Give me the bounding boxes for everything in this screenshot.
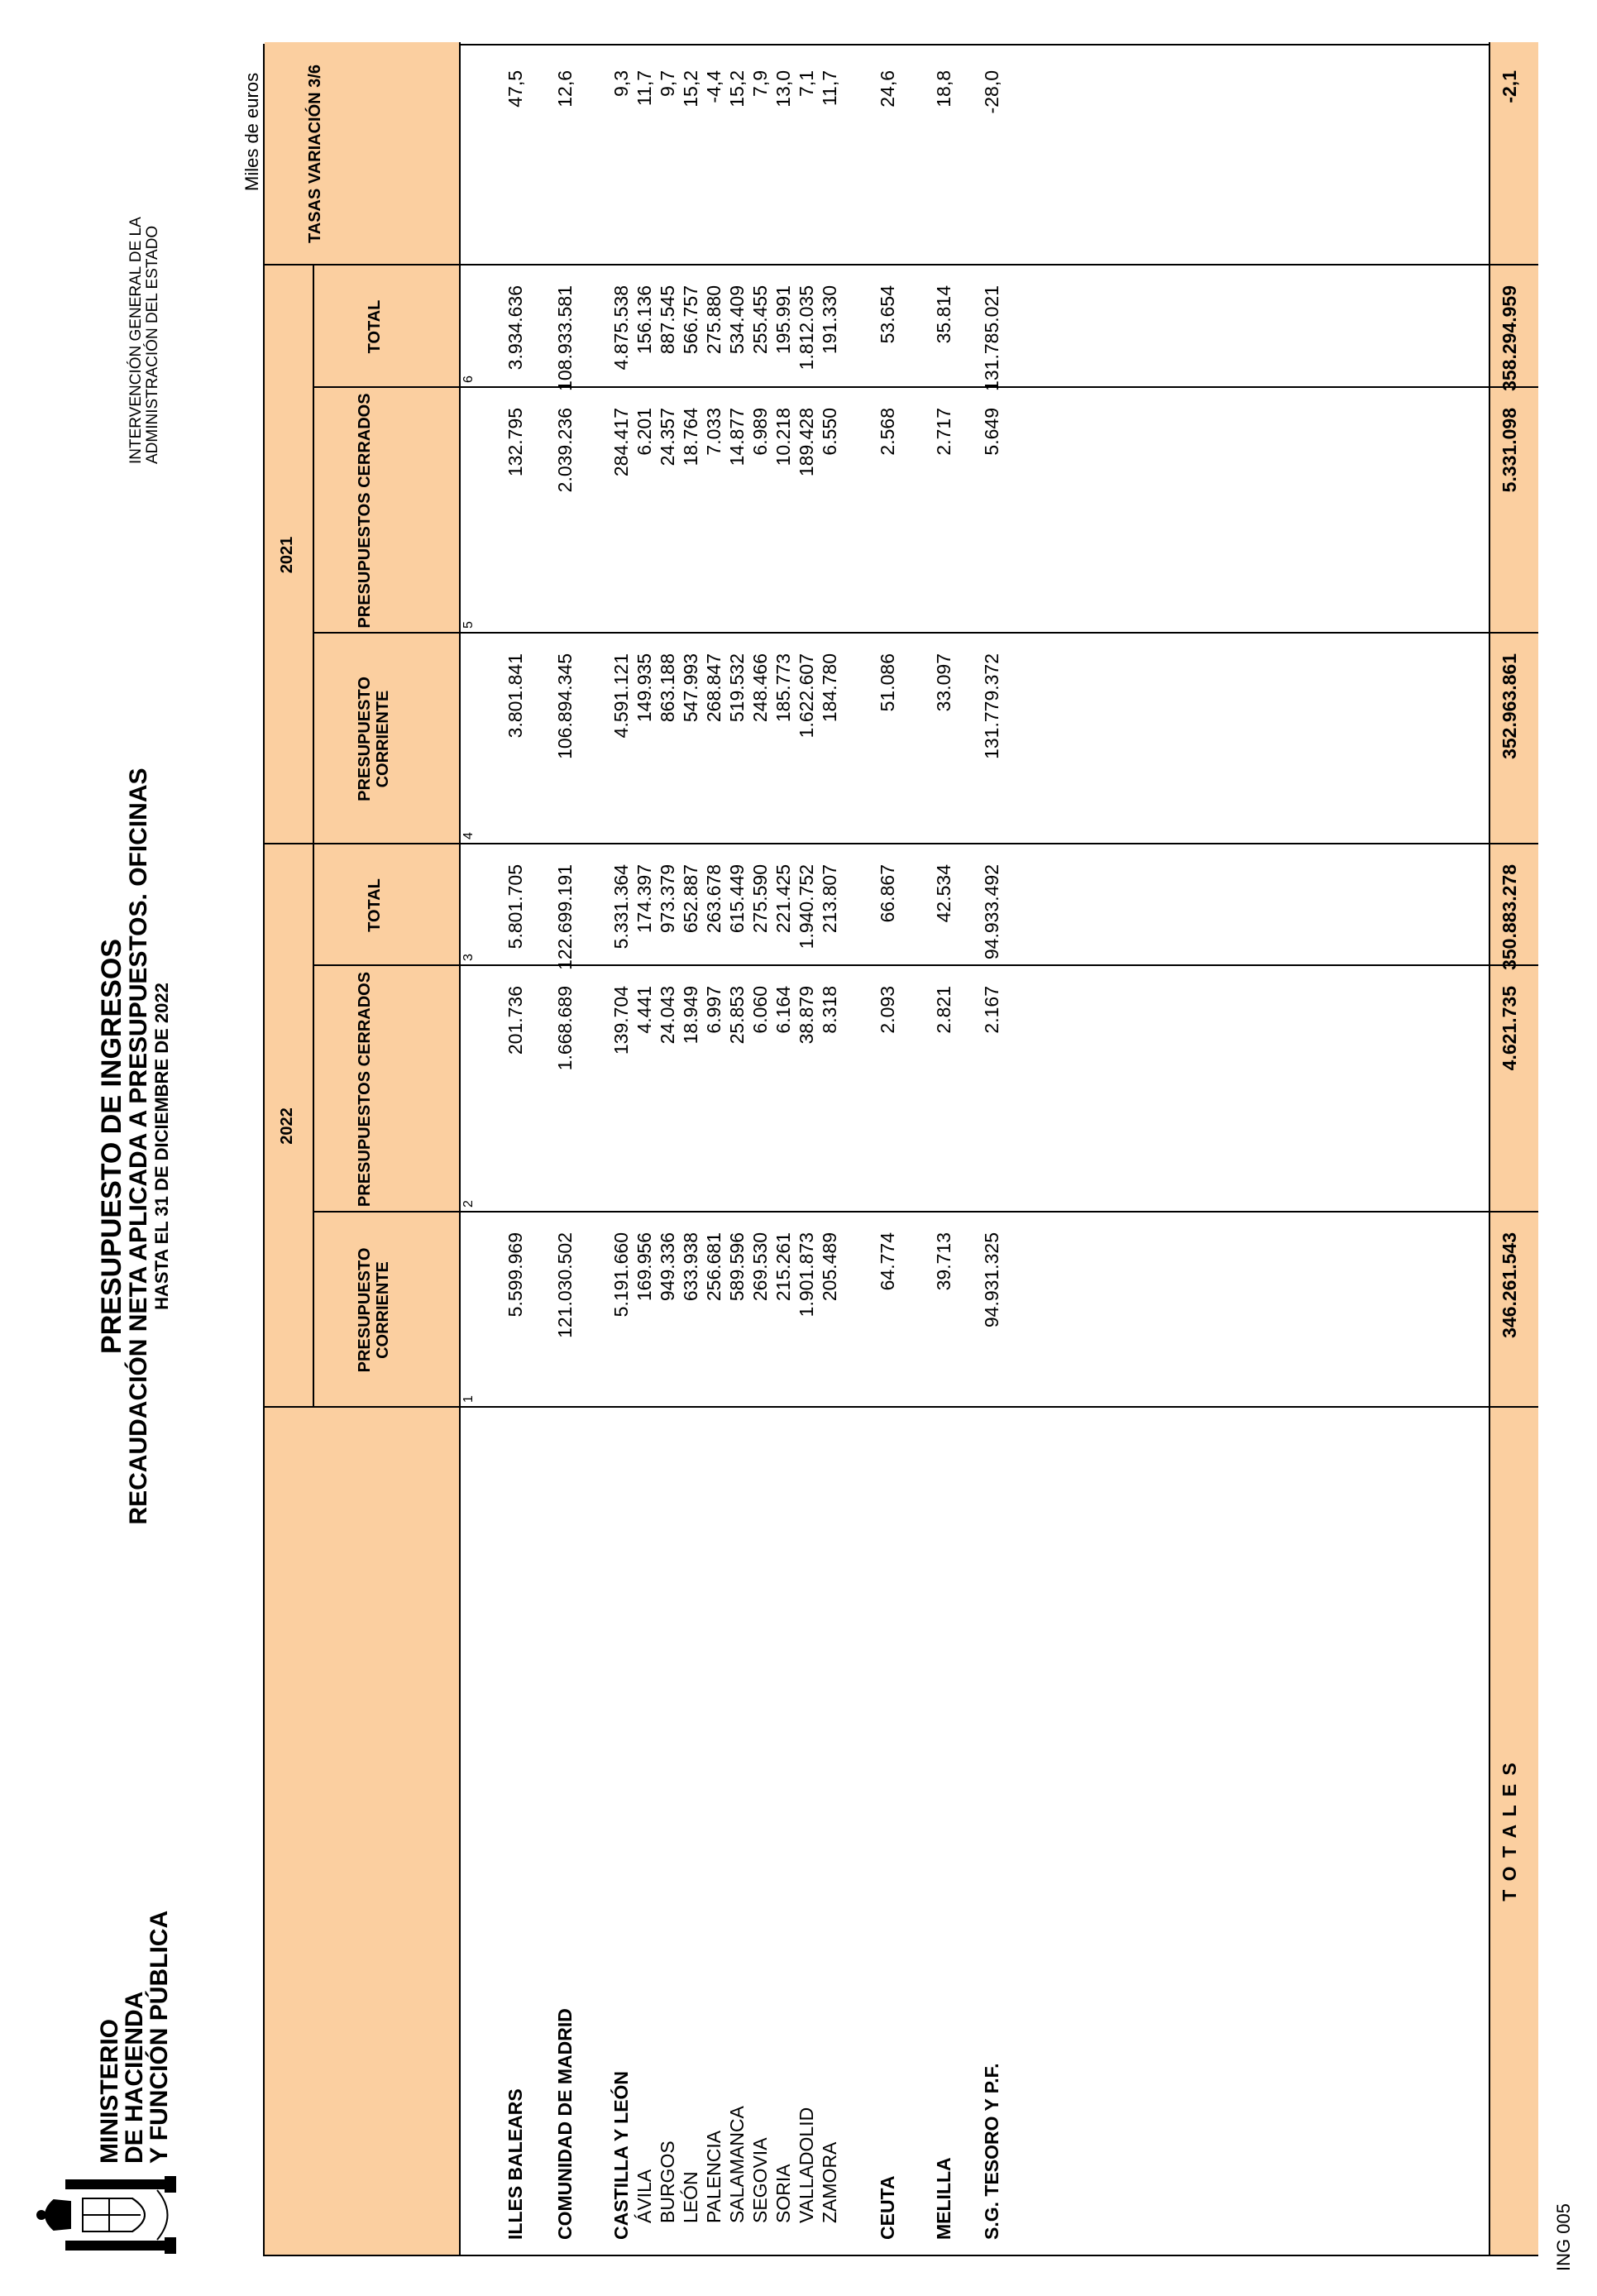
table-cell: 566.757 <box>680 285 701 355</box>
ministry-line-3: Y FUNCIÓN PÚBLICA <box>146 1910 173 2164</box>
agency-name <box>128 217 161 464</box>
agency-line-2: ADMINISTRACIÓN DEL ESTADO <box>144 225 161 464</box>
coat-of-arms-icon <box>33 2174 190 2256</box>
table-cell: 6.060 <box>749 986 771 1034</box>
table-cell: 4.591.121 <box>610 653 632 739</box>
table-cell: 615.449 <box>726 864 748 934</box>
revenue-table <box>263 44 1538 2256</box>
table-cell: 10.218 <box>772 408 794 466</box>
table-cell: 3.801.841 <box>504 653 526 739</box>
row-label: COMUNIDAD DE MADRID <box>554 2008 576 2240</box>
row-label: SORIA <box>772 2164 794 2223</box>
table-cell: 6.201 <box>634 408 655 456</box>
header-stub <box>265 1408 459 2255</box>
table-cell: 169.956 <box>634 1232 655 1302</box>
table-cell: 256.681 <box>703 1232 724 1302</box>
table-cell: 263.678 <box>703 864 724 934</box>
ministry-line-2: DE HACIENDA <box>121 1991 148 2164</box>
totals-cell: 346.261.543 <box>1499 1232 1520 1338</box>
col-index-6: 6 <box>461 375 476 383</box>
table-cell: 47,5 <box>504 70 526 108</box>
col-2022-corriente: PRESUPUESTO CORRIENTE <box>356 1247 392 1373</box>
table-cell: 24.357 <box>657 408 678 466</box>
row-label: ÁVILA <box>634 2169 655 2223</box>
table-cell: 25.853 <box>726 986 748 1045</box>
col-index-1: 1 <box>461 1395 476 1403</box>
col-2021-corriente: PRESUPUESTO CORRIENTE <box>356 677 392 801</box>
table-cell: 589.596 <box>726 1232 748 1302</box>
table-cell: 534.409 <box>726 285 748 355</box>
table-cell: 11,7 <box>819 70 840 107</box>
table-cell: 13,0 <box>772 70 794 108</box>
table-cell: 131.785.021 <box>981 285 1002 391</box>
table-cell: 2.167 <box>981 986 1002 1034</box>
table-cell: 139.704 <box>610 986 632 1055</box>
table-cell: 66.867 <box>877 864 898 923</box>
table-cell: 18,8 <box>933 70 954 108</box>
table-cell: 633.938 <box>680 1232 701 1302</box>
table-cell: 24.043 <box>657 986 678 1045</box>
table-cell: 255.455 <box>749 285 771 355</box>
table-cell: 122.699.191 <box>554 864 576 970</box>
table-cell: 248.466 <box>749 653 771 723</box>
table-cell: 42.534 <box>933 864 954 923</box>
table-cell: 15,2 <box>680 70 701 108</box>
table-cell: 149.935 <box>634 653 655 723</box>
table-cell: 191.330 <box>819 285 840 355</box>
table-cell: 949.336 <box>657 1232 678 1302</box>
table-cell: 5.801.705 <box>504 864 526 949</box>
table-cell: 284.417 <box>610 408 632 477</box>
table-cell: 547.993 <box>680 653 701 723</box>
totals-cell: -2,1 <box>1499 70 1520 103</box>
table-cell: 184.780 <box>819 653 840 723</box>
table-cell: 2.039.236 <box>554 408 576 493</box>
table-cell: 5.191.660 <box>610 1232 632 1318</box>
row-label: MELILLA <box>933 2157 954 2240</box>
table-cell: 4.441 <box>634 986 655 1034</box>
col-index-4: 4 <box>461 832 476 839</box>
table-cell: 33.097 <box>933 653 954 712</box>
table-cell: 275.880 <box>703 285 724 355</box>
ministry-name <box>98 1911 172 2164</box>
row-label: PALENCIA <box>703 2130 724 2223</box>
table-cell: 973.379 <box>657 864 678 934</box>
table-cell: 887.545 <box>657 285 678 355</box>
table-cell: 7,9 <box>749 70 771 97</box>
table-cell: 9,3 <box>610 70 632 97</box>
table-cell: 132.795 <box>504 408 526 477</box>
table-cell: 652.887 <box>680 864 701 934</box>
table-cell: -4,4 <box>703 70 724 103</box>
row-label: CASTILLA Y LEÓN <box>610 2070 632 2240</box>
table-cell: 2.093 <box>877 986 898 1034</box>
table-cell: 108.933.581 <box>554 285 576 391</box>
table-cell: 5.599.969 <box>504 1232 526 1318</box>
table-cell: 174.397 <box>634 864 655 934</box>
table-cell: 18.949 <box>680 986 701 1045</box>
table-cell: 863.188 <box>657 653 678 723</box>
row-label: SALAMANCA <box>726 2106 748 2223</box>
table-cell: 18.764 <box>680 408 701 466</box>
totals-label: T O T A L E S <box>1499 1761 1520 1901</box>
table-cell: 6.989 <box>749 408 771 456</box>
table-cell: 53.654 <box>877 285 898 344</box>
year-2022-header: 2022 <box>278 1107 296 1145</box>
table-cell: 64.774 <box>877 1232 898 1291</box>
title-line-3: HASTA EL 31 DE DICIEMBRE DE 2022 <box>151 983 172 1310</box>
table-cell: 11,7 <box>634 70 655 107</box>
table-cell: 24,6 <box>877 70 898 108</box>
footer-code: ING 005 <box>1553 2203 1574 2271</box>
table-cell: 94.931.325 <box>981 1232 1002 1328</box>
row-label: SEGOVIA <box>749 2137 771 2223</box>
table-cell: 5.649 <box>981 408 1002 456</box>
row-label: S.G. TESORO Y P.F. <box>981 2063 1002 2240</box>
table-cell: 2.821 <box>933 986 954 1034</box>
table-cell: 12,6 <box>554 70 576 108</box>
col-2021-cerrados: PRESUPUESTOS CERRADOS <box>356 393 374 629</box>
table-cell: -28,0 <box>981 70 1002 114</box>
row-label: CEUTA <box>877 2175 898 2240</box>
table-cell: 201.736 <box>504 986 526 1055</box>
table-cell: 7,1 <box>796 70 817 97</box>
table-cell: 94.933.492 <box>981 864 1002 960</box>
totals-cell: 4.621.735 <box>1499 986 1520 1071</box>
table-cell: 9,7 <box>657 70 678 97</box>
units-label: Miles de euros <box>241 72 262 191</box>
row-label: ILLES BALEARS <box>504 2088 526 2240</box>
table-cell: 35.814 <box>933 285 954 344</box>
table-cell: 4.875.538 <box>610 285 632 371</box>
table-cell: 156.136 <box>634 285 655 355</box>
table-cell: 14.877 <box>726 408 748 466</box>
table-cell: 15,2 <box>726 70 748 108</box>
table-cell: 275.590 <box>749 864 771 934</box>
table-cell: 6.164 <box>772 986 794 1034</box>
table-cell: 185.773 <box>772 653 794 723</box>
table-cell: 215.261 <box>772 1232 794 1302</box>
table-cell: 8.318 <box>819 986 840 1034</box>
table-cell: 131.779.372 <box>981 653 1002 759</box>
table-cell: 2.568 <box>877 408 898 456</box>
row-label: VALLADOLID <box>796 2107 817 2223</box>
table-cell: 213.807 <box>819 864 840 934</box>
col-tasas: TASAS VARIACIÓN 3/6 <box>306 65 324 243</box>
totals-cell: 5.331.098 <box>1499 408 1520 493</box>
table-cell: 519.532 <box>726 653 748 723</box>
table-cell: 7.033 <box>703 408 724 456</box>
row-label: BURGOS <box>657 2141 678 2223</box>
year-2021-header: 2021 <box>278 536 296 574</box>
table-cell: 195.991 <box>772 285 794 355</box>
totals-cell: 358.294.959 <box>1499 285 1520 391</box>
table-cell: 2.717 <box>933 408 954 456</box>
col-2022-cerrados: PRESUPUESTOS CERRADOS <box>356 971 374 1208</box>
table-cell: 205.489 <box>819 1232 840 1302</box>
table-cell: 3.934.636 <box>504 285 526 371</box>
table-cell: 269.530 <box>749 1232 771 1302</box>
table-cell: 121.030.502 <box>554 1232 576 1338</box>
title-line-2: RECAUDACIÓN NETA APLICADA A PRESUPUESTOS. OFICINAS <box>125 768 152 1525</box>
title-line-1: PRESUPUESTO DE INGRESOS <box>96 939 127 1354</box>
ministry-line-1: MINISTERIO <box>96 2018 123 2164</box>
totals-cell: 352.963.861 <box>1499 653 1520 759</box>
table-cell: 38.879 <box>796 986 817 1045</box>
col-2021-total: TOTAL <box>366 299 384 354</box>
table-cell: 6.550 <box>819 408 840 456</box>
table-cell: 106.894.345 <box>554 653 576 759</box>
table-cell: 5.331.364 <box>610 864 632 949</box>
row-label: LEÓN <box>680 2171 701 2223</box>
col-index-3: 3 <box>461 954 476 961</box>
table-cell: 1.622.607 <box>796 653 817 739</box>
report-title <box>98 700 172 1593</box>
table-cell: 1.901.873 <box>796 1232 817 1318</box>
table-cell: 268.847 <box>703 653 724 723</box>
agency-line-1: INTERVENCIÓN GENERAL DE LA <box>127 217 145 464</box>
table-cell: 39.713 <box>933 1232 954 1291</box>
totals-cell: 350.883.278 <box>1499 864 1520 970</box>
table-cell: 221.425 <box>772 864 794 934</box>
col-index-2: 2 <box>461 1200 476 1208</box>
table-cell: 1.940.752 <box>796 864 817 949</box>
table-cell: 1.668.689 <box>554 986 576 1071</box>
col-2022-total: TOTAL <box>366 878 384 932</box>
table-cell: 1.812.035 <box>796 285 817 371</box>
col-index-5: 5 <box>461 621 476 629</box>
table-cell: 6.997 <box>703 986 724 1034</box>
table-cell: 189.428 <box>796 408 817 477</box>
table-cell: 51.086 <box>877 653 898 712</box>
row-label: ZAMORA <box>819 2141 840 2223</box>
